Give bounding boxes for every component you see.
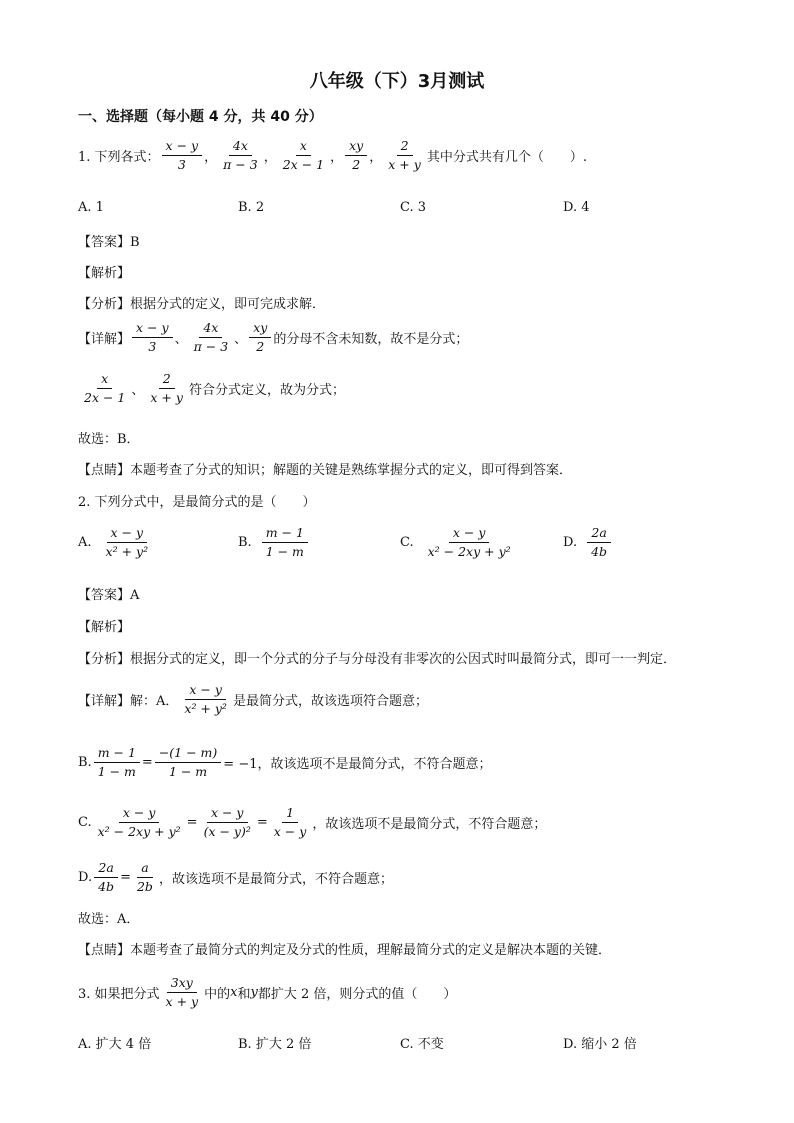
detail-text: 符合分式定义，故为分式； <box>188 383 345 398</box>
option-a: A. x − y x² + y² <box>78 525 149 559</box>
fraction: xy 2 <box>345 138 367 173</box>
fraction: 4x π − 3 <box>193 320 229 354</box>
detail-text: 的分母不含未知数，故不是分式； <box>273 332 469 347</box>
analysis-text: 【分析】根据分式的定义，即可完成求解． <box>78 297 326 312</box>
dianjing-text: 【点睛】本题考查了分式的知识；解题的关键是熟练掌握分式的定义，即可得到答案． <box>78 463 573 478</box>
fraction: x − y 3 <box>162 138 203 173</box>
fraction: x 2x − 1 <box>84 371 126 405</box>
detail-line: x 2x − 1 、 2 x + y 符合分式定义，故为分式； <box>78 371 345 406</box>
analysis-label: 【解析】 <box>78 620 131 635</box>
option-d: D. 2a 4b <box>563 525 613 560</box>
fraction: 4x π − 3 <box>223 138 258 172</box>
answer: 【答案】B <box>78 235 140 250</box>
page-title: 八年级（下）3月测试 <box>309 71 485 92</box>
question-2: 2. 下列分式中，是最简分式的是（ ） <box>78 495 316 510</box>
answer: 【答案】A <box>78 588 140 603</box>
question-3: 3. 如果把分式 3xy x + y 中的 x 和 y 都扩大 2 倍，则分式的值（ ） <box>78 975 457 1009</box>
option-d: D. 4 <box>563 200 590 215</box>
detail-line: D. $\frac{2a}{4b}$ = $\frac{a}{2b}$ ，故该选项不是最简分式，不符合题意； <box>78 860 393 894</box>
choose-text: 故选：B． <box>78 432 140 447</box>
analysis-label: 【解析】 <box>78 266 131 281</box>
question-1-prefix: 1. 下列各式： <box>78 150 160 165</box>
detail-line: B. $\frac{m - 1}{1 - m}$ = $\frac{-(1 - m)}{1 - m}$ = −1，故该选项不是最简分式，不符合题意； <box>78 745 492 779</box>
option-c: C. 不变 <box>400 1037 444 1052</box>
detail-line: C. $\frac{x - y}{\text{x² − 2xy + y²}}$ = $\frac{x - y}{\text{(x − y)²}}$ = $\frac{1}{x - y}$ ，故该选项不是最简分式，不符合题意； <box>78 805 547 839</box>
dianjing-text: 【点睛】本题考查了最简分式的判定及分式的性质，理解最简分式的定义是解决本题的关键． <box>78 943 612 958</box>
option-d: D. 缩小 2 倍 <box>563 1037 637 1052</box>
option-c: C. x − y x² − 2xy + y² <box>400 525 511 559</box>
analysis-text: 【分析】根据分式的定义，即一个分式的分子与分母没有非零次的公因式时叫最简分式，即可一一判定． <box>78 652 677 667</box>
detail-line: 【详解】 x − y 3 、 4x π − 3 、 xy 2 的分母不含未知数，故不是分式； <box>78 320 469 354</box>
question-1: 1. 下列各式： x − y 3 ， 4x π − 3 ， x 2x − 1 ， xy 2 ， 2 x + y 其中分式共有几个（ ）. <box>78 138 587 172</box>
detail-label: 【详解】解：A． <box>78 694 179 709</box>
fraction: xy 2 <box>249 320 271 355</box>
detail-label: 【详解】 <box>78 332 131 347</box>
option-b: B. 2 <box>238 200 265 215</box>
fraction: x 2x − 1 <box>282 138 325 172</box>
option-b: B. 扩大 2 倍 <box>238 1037 312 1052</box>
choose-text: 故选：A． <box>78 912 140 927</box>
fraction: 2 x + y <box>388 138 421 172</box>
question-1-suffix: 其中分式共有几个（ ）. <box>426 150 587 165</box>
option-c: C. 3 <box>400 200 427 215</box>
option-a: A. 1 <box>78 200 104 215</box>
fraction: x − y 3 <box>132 320 173 355</box>
section-heading: 一、选择题（每小题 4 分，共 40 分） <box>78 109 323 125</box>
option-b: B. m − 1 1 − m <box>238 525 310 560</box>
option-a: A. 扩大 4 倍 <box>78 1037 152 1052</box>
detail-line: 【详解】解：A． x − y x² + y² 是最简分式，故该选项符合题意； <box>78 682 428 716</box>
fraction: 2 x + y <box>150 371 183 405</box>
